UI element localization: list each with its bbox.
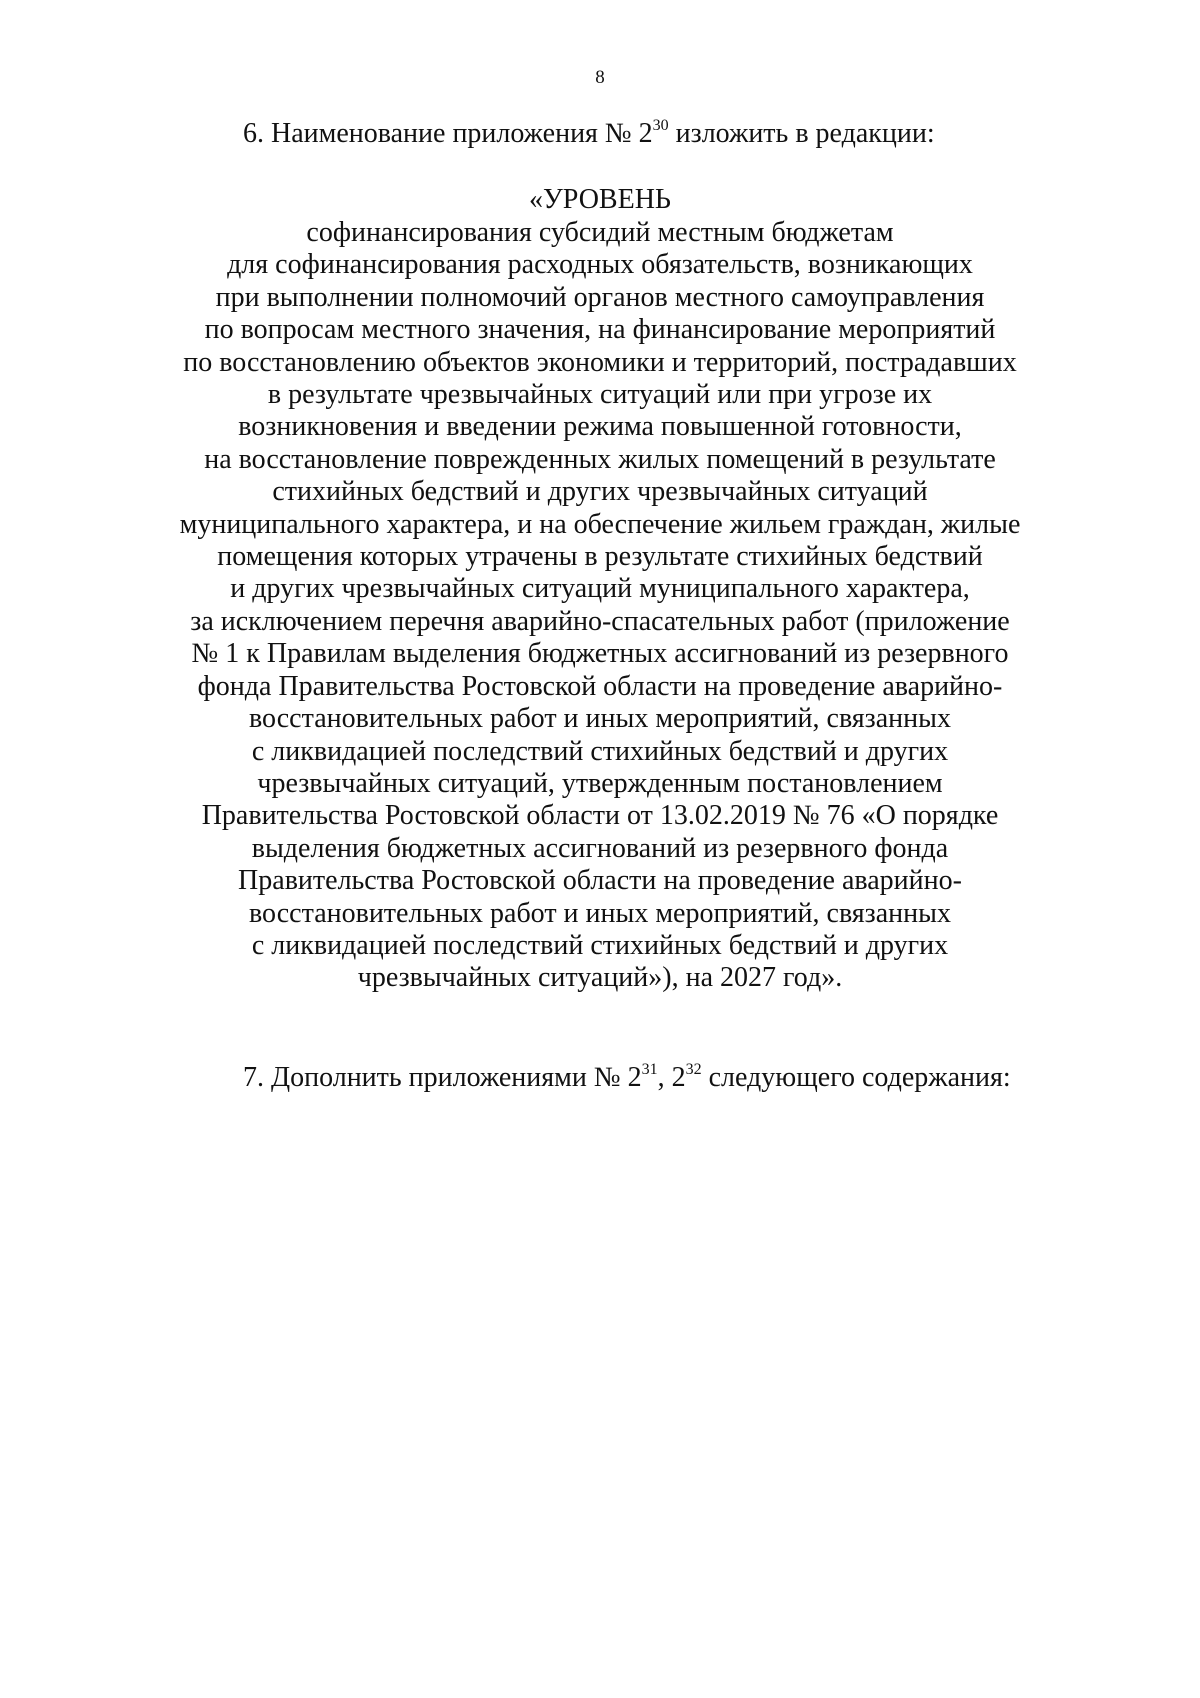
heading-line: софинансирования субсидий местным бюджетам [306, 217, 894, 248]
heading-line: помещения которых утрачены в результате стихийных бедствий [217, 541, 983, 573]
appendix-heading-title: «УРОВЕНЬ [528, 184, 672, 215]
item-7-text-middle: , 2 [657, 1062, 686, 1093]
heading-line: за исключением перечня аварийно-спасательных работ (приложение [190, 605, 1010, 637]
heading-line: фонда Правительства Ростовской области на проведение аварийно- [197, 670, 1003, 702]
heading-line: Правительства Ростовской области от 13.02.2019 № 76 «О порядке [201, 800, 999, 832]
item-6-text-after: изложить в редакции: [668, 118, 935, 149]
item-7-text-after: следующего содержания: [701, 1062, 1011, 1093]
heading-line: с ликвидацией последствий стихийных бедствий и других [251, 735, 949, 767]
heading-line: для софинансирования расходных обязательств, возникающих [227, 249, 973, 281]
heading-line: восстановительных работ и иных мероприятий, связанных [249, 703, 951, 735]
heading-line: при выполнении полномочий органов местного самоуправления [215, 281, 985, 313]
heading-line: Правительства Ростовской области на проведение аварийно- [238, 865, 962, 897]
heading-line: и других чрезвычайных ситуаций муниципального характера, [230, 573, 970, 605]
paragraph-item-6 [243, 118, 935, 154]
heading-line: восстановительных работ и иных мероприятий, связанных [249, 897, 951, 929]
item-7-superscript-1: 31 [641, 1061, 658, 1078]
heading-line: № 1 к Правилам выделения бюджетных ассигнований из резервного [191, 638, 1009, 670]
item-6-superscript: 30 [652, 117, 669, 134]
heading-line: муниципального характера, и на обеспечение жильем граждан, жилые [179, 508, 1021, 540]
heading-line: на восстановление поврежденных жилых помещений в результате [204, 443, 996, 475]
heading-line: по вопросам местного значения, на финансирование мероприятий [204, 314, 996, 346]
page-number: 8 [595, 67, 605, 88]
heading-line: выделения бюджетных ассигнований из резервного фонда [251, 832, 949, 864]
heading-line: чрезвычайных ситуаций»), на 2027 год». [357, 962, 843, 994]
item-7-superscript-2: 32 [685, 1061, 702, 1078]
heading-line: возникновения и введении режима повышенной готовности, [238, 411, 962, 443]
item-7-text-before: 7. Дополнить приложениями № 2 [243, 1062, 642, 1093]
heading-line: в результате чрезвычайных ситуаций или при угрозе их [267, 379, 933, 411]
appendix-heading-body [0, 217, 1200, 995]
item-6-text-before: 6. Наименование приложения № 2 [243, 118, 653, 149]
heading-line: по восстановлению объектов экономики и территорий, пострадавших [183, 346, 1017, 378]
paragraph-item-7 [243, 1062, 1011, 1098]
heading-line: с ликвидацией последствий стихийных бедствий и других [251, 929, 949, 961]
heading-line: стихийных бедствий и других чрезвычайных ситуаций [272, 476, 928, 508]
heading-line: чрезвычайных ситуаций, утвержденным постановлением [257, 767, 943, 799]
